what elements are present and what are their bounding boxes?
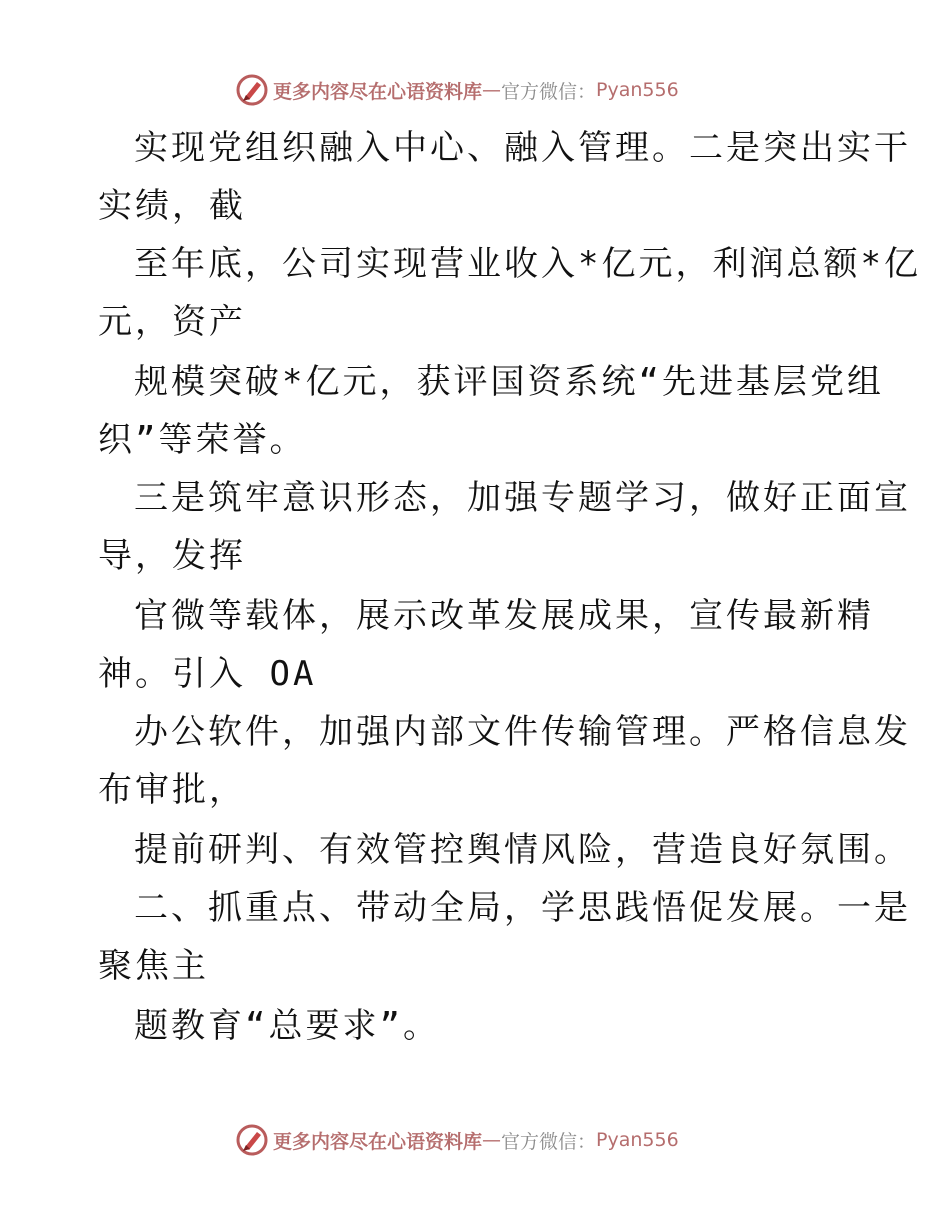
paragraph-line: 实现党组织融入中心、融入管理。二是突出实干 bbox=[134, 128, 911, 168]
watermark-separator: — bbox=[482, 79, 502, 101]
paragraph-line: 办公软件，加强内部文件传输管理。严格信息发 bbox=[134, 712, 911, 752]
watermark-official-label: 官方微信： bbox=[501, 80, 597, 103]
watermark-main-text: 更多内容尽在心语资料库 bbox=[273, 1130, 483, 1153]
paragraph-line: 官微等载体，展示改革发展成果，宣传最新精 bbox=[134, 596, 874, 636]
paragraph-line: 神。引入 OA bbox=[98, 654, 317, 694]
paragraph-line: 元，资产 bbox=[98, 302, 246, 342]
paragraph-line: 规模突破*亿元，获评国资系统“先进基层党组 bbox=[134, 362, 884, 402]
pen-logo-icon bbox=[235, 1123, 269, 1157]
paragraph-line: 题教育“总要求”。 bbox=[134, 1006, 440, 1046]
paragraph-line: 导，发挥 bbox=[98, 536, 246, 576]
watermark-separator: — bbox=[482, 1129, 502, 1151]
paragraph-line: 二、抓重点、带动全局，学思践悟促发展。一是 bbox=[134, 888, 911, 928]
watermark-official-label: 官方微信： bbox=[501, 1130, 597, 1153]
paragraph-line: 提前研判、有效管控舆情风险，营造良好氛围。 bbox=[134, 830, 911, 870]
paragraph-line: 聚焦主 bbox=[98, 946, 209, 986]
paragraph-line: 织”等荣誉。 bbox=[98, 420, 307, 460]
paragraph-line: 实绩，截 bbox=[98, 186, 246, 226]
paragraph-line: 布审批， bbox=[98, 770, 246, 810]
footer-watermark bbox=[235, 1122, 679, 1158]
watermark-main-text: 更多内容尽在心语资料库 bbox=[273, 80, 483, 103]
paragraph-line: 至年底，公司实现营业收入*亿元，利润总额*亿 bbox=[134, 244, 921, 284]
paragraph-line: 三是筑牢意识形态，加强专题学习，做好正面宣 bbox=[134, 478, 911, 518]
watermark-wechat-id: Pyan556 bbox=[596, 1129, 679, 1151]
watermark-wechat-id: Pyan556 bbox=[596, 79, 679, 101]
